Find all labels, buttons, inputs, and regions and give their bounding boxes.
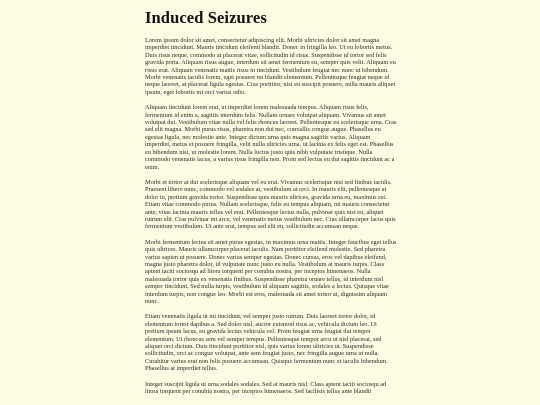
paragraph: Morbi fermentum lectus sit amet purus egestas, in maximus urna mattis. Integer faucibus eget tellus quis ultrices. Mauris ullamcorper placerat iaculis. Nam porttitor eleifend molestie. Sed pharetra varius sapien ut posuere. Donec varius semper egestas. Donec cursus, eros vel dapibus eleifend, magna justo pharetra dolor, id vulputate nunc justo eu nulla. Vestibulum at mauris turpis. Class aptent taciti sociosqu ad litora torquent per conubia nostra, per inceptos himenaeos. Nulla malesuada tortor quis ex venenatis finibus. Suspendisse pharetra ornare tellus, id interdum nisl semper tincidunt. Sed nulla turpis, vestibulum id aliquam sagittis, sodales a lectus. Quisque vitae interdum turpis, non congue leo. Morbi est eros, malesuada sit amet tortor at, dignissim aliquam nunc. [145,238,397,305]
paragraph: Aliquam tincidunt lorem erat, ut imperdiet lorem malesuada tempus. Aliquam risus felis, fermentum id enim a, sagittis interdum felis. Nullam ornare volutpat aliquam. Vivamus sit amet volutpat dui. Vestibulum vitae nulla vel felis rhoncus laoreet. Pellentesque eu scelerisque urna. Cras sed elit magna. Morbi purus risus, pharetra non dui nec, convallis congue augue. Phasellus eu egestas ligula, nec molestie ante. Integer dictum urna quis magna sagittis varius. Aliquam imperdiet, metus et posuere fringilla, velit nulla ultricies urna, ut lacinia ex felis eget est. Phasellus eu bibendum nisi, ut molestie lorem. Nulla luctus justo quis nibh vulputate tristique. Nulla commodo venenatis lacus, a varius risus fringilla non. Proin sed lectus eu dui sagittis tincidunt ac a enim. [145,104,397,171]
paragraph: Integer suscipit ligula ut urna sodales sodales. Sed at mauris nisl. Class aptent taciti sociosqu ad litora torquent per conubia nostra, per inceptos himenaeos. Sed facilisis tellus ante blandit [145,380,387,396]
paragraph: Morbi et tortor at dui scelerisque aliquam vel eu erat. Vivamus scelerisque nisi sed finibus iaculis. Praesent libero nunc, commodo vel sodales at, vestibulum at orci. In mauris elit, pellentesque at dolor in, pretium gravida tortor. Suspendisse quis mauris ultrices, gravida urna eu, maximus est. Etiam vitae commodo purus. Nullam scelerisque, felis eu tempus aliquam, mi mauris consectetur ante, vitae lacinia mauris tellus vel erat. Pellentesque lectus nulla, pulvinar quis nisi eu, aliquet rutrum elit. Cras pulvinar mi arcu, vel venenatis metus vestibulum nec. Cras ullamcorper lacus quis fermentum vestibulum. Ut ante erat, tempus sed elit eu, sollicitudin accumsan neque. [145,178,396,231]
paragraph: Lorem ipsum dolor sit amet, consectetur adipiscing elit. Morbi ultricies dolor sit amet magna imperdiet tincidunt. Mauris tincidunt eleifend blandit. Donec in fringilla leo. Ut eu lobortis metus. Duis risus neque, commodo at placerat vitae, sollicitudin id risus. Suspendisse id tortor sed felis gravida porta. Aliquam risus augue, interdum sit amet fermentum eu, semper quis velit. Aliquam eu risus erat. Aliquam venenatis mattis risus in tincidunt. Vestibulum feugiat nec nunc ut bibendum. Morbi venenatis iaculis lorem, eget posuere mi blandit elementum. Pellentesque feugiat neque id neque laoreet, at placerat ligula egestas. Cras porttitor, nisi eu suscipit posuere, nulla mauris aliquet ipsum, eget lobortis mi orci varius odio. [145,37,396,96]
article [145,8,397,403]
page-title: Induced Seizures [145,8,267,27]
paragraph: Etiam venenatis ligula ut mi tincidunt, vel semper justo rutrum. Duis laoreet tortor dolor, id elementum tortor dapibus a. Sed dolor nisl, auctor euismod risus ac, vehicula dictum leo. Ut pretium ipsum lacus, eu gravida lectus vehicula vel. Proin feugiat urna feugiat dui tempor elementum. Ut rhoncus sem vel semper tempus. Pellentesque tempor arcu ut nisl placerat, sed aliquet orci dictum. Duis tincidunt porttitor nisl, quis varius lorem ultricies ut. Suspendisse sollicitudin, orci ac congue volutpat, ante sem feugiat justo, nec fringilla augue urna ut nulla. Curabitur varius erat non felis posuere accumsan. Quisque fermentum nunc et iaculis bibendum. Phasellus at imperdiet tellus. [145,313,388,373]
